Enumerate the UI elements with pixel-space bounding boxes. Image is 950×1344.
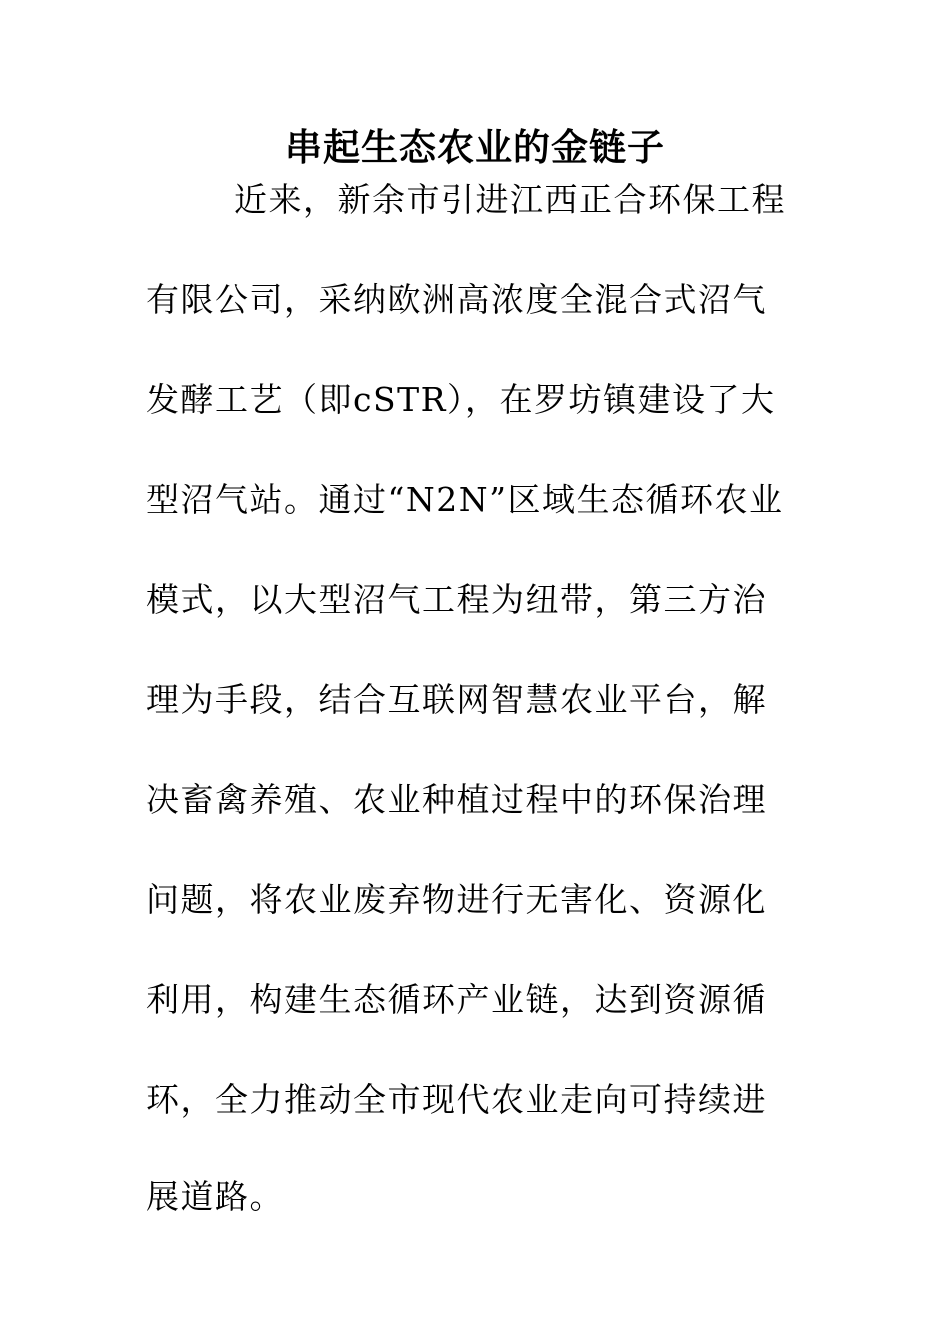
paragraph-line-10: 环，全力推动全市现代农业走向可持续进 [146, 1080, 767, 1119]
paragraph-line-5: 模式，以大型沼气工程为纽带，第三方治 [146, 580, 767, 619]
paragraph-line-6: 理为手段，结合互联网智慧农业平台，解 [146, 680, 767, 719]
paragraph-line-8: 问题，将农业废弃物进行无害化、资源化 [146, 880, 767, 919]
document-title: 串起生态农业的金链子 [285, 126, 665, 169]
paragraph-line-2: 有限公司，采纳欧洲高浓度全混合式沼气 [146, 280, 767, 319]
paragraph-line-1: 近来，新余市引进江西正合环保工程 [234, 180, 786, 219]
paragraph-line-11: 展道路。 [146, 1177, 284, 1216]
paragraph-line-3: 发酵工艺（即cSTR），在罗坊镇建设了大 [146, 380, 776, 419]
paragraph-line-9: 利用，构建生态循环产业链，达到资源循 [146, 980, 767, 1019]
paragraph-line-7: 决畜禽养殖、农业种植过程中的环保治理 [146, 780, 767, 819]
paragraph-line-4: 型沼气站。通过“N2N”区域生态循环农业 [146, 480, 784, 519]
